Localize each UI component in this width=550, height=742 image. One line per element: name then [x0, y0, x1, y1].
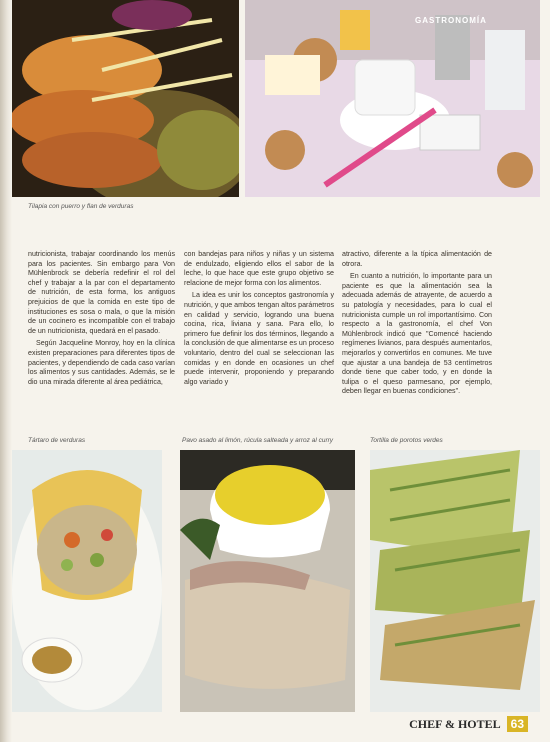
caption-tortilla: Tortilla de porotos verdes: [370, 437, 443, 444]
photo-roast-turkey: [180, 450, 355, 712]
text-column-1: [28, 250, 175, 390]
caption-tartaro: Tártaro de verduras: [28, 437, 86, 444]
page-footer: [409, 716, 528, 732]
caption-tilapia: Tilapia con puerro y flan de verduras: [28, 203, 134, 210]
paragraph: nutricionista, trabajar coordinando los menús para los pacientes. Sin embargo para Von Mühlenbrock se debería redefinir el rol del chef y trabajar a la par con el departamento de nutrición, de esta forma, los antiguos prejuicios de que la comida en este tipo de instituciones es sosa o mala, o que la misión de un cocinero es incompatible con el trabajo de un nutricionista, quedará en el pasado.: [28, 250, 175, 335]
magazine-brand: CHEF & HOTEL: [409, 716, 501, 731]
photo-vegetable-tartare: [12, 450, 162, 712]
paragraph: con bandejas para niños y niñas y un sistema de endulzado, eligiendo ellos el sabor de la leche, lo que hace que este grupo objetivo se relacione de mejor forma con los alimentos.: [184, 250, 334, 287]
photo-green-bean-tortilla: [370, 450, 540, 712]
photo-tilapia: [12, 0, 239, 197]
paragraph: Según Jacqueline Monroy, hoy en la clínica existen preparaciones para diferentes tipos de pacientes, y dependiendo de cada caso varían los alimentos y sus cantidades. Además, se le dio una mirada diferente al área pediátrica,: [28, 339, 175, 386]
text-column-3: [342, 250, 492, 400]
paragraph: La idea es unir los conceptos gastronomía y nutrición, y que ambos tengan altos parámetros en calidad y servicio, logrando una buena cocina, rica, liviana y sana. Para ello, lo primero fue definir los dos términos, llegando a la conclusión de que alimentarse es un proceso voluntario, dentro del cual se seleccionan las comidas y en donde en ocasiones un chef puede intervenir, proponiendo y preparando algo variado y: [184, 291, 334, 386]
text-column-2: [184, 250, 334, 390]
paragraph: atractivo, diferente a la típica alimentación de otrora.: [342, 250, 492, 268]
photo-breakfast-tray: [245, 0, 540, 197]
section-label: GASTRONOMÍA: [415, 16, 487, 25]
page-spine-shadow: [0, 0, 12, 742]
caption-pavo: Pavo asado al limón, rúcula salteada y arroz al curry: [182, 437, 334, 444]
page-number: 63: [507, 716, 528, 732]
paragraph: En cuanto a nutrición, lo importante para un paciente es que la alimentación sea la adecuada además de atrayente, de acuerdo a su patología y necesidades, para lo cual el nutricionista cumple un rol importantísimo. Con respecto a la gastronomía, el chef Von Mühlenbrock indicó que "Comencé haciendo regímenes livianos, para después aumentarlos, mejorarlos y convertirlos en comunes. Me tuve que ajustar a una bandeja de 53 centímetros donde tiene que caber todo, y en donde la tulipa o el queso parmesano, por ejemplo, deben llegar en buenas condiciones".: [342, 272, 492, 396]
